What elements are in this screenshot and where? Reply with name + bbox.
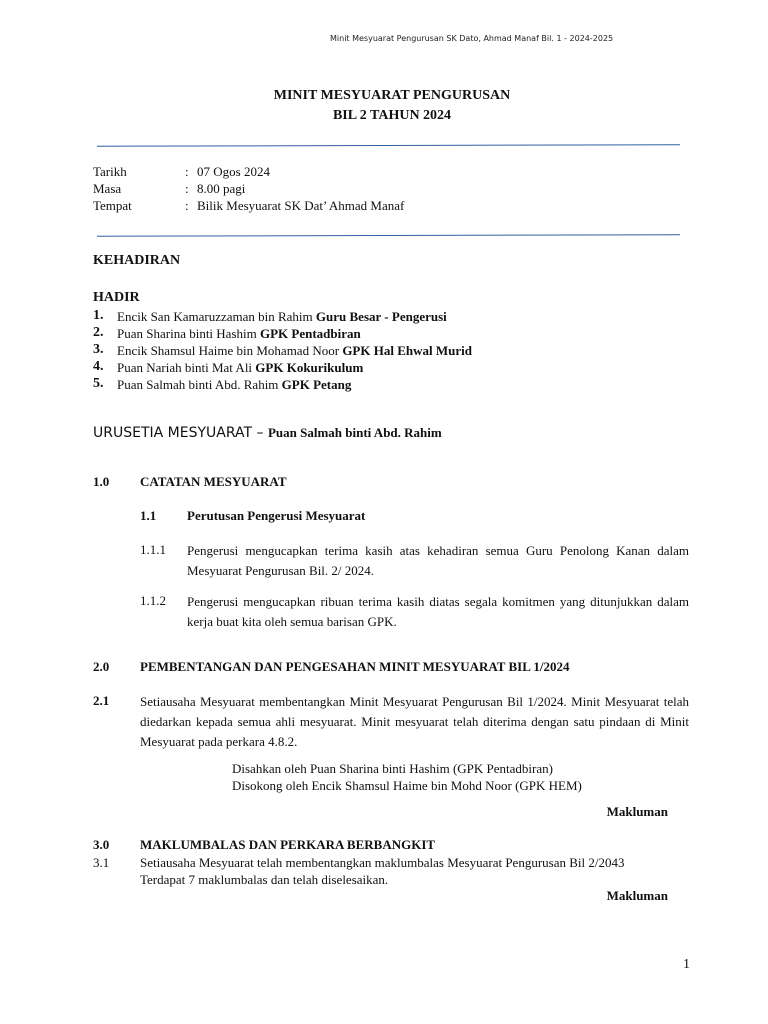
subsection-number: 1.1 (140, 508, 157, 523)
attendee-number: 1. (93, 308, 104, 323)
meta-colon: : (185, 198, 189, 213)
subsection-title: Perutusan Pengerusi Mesyuarat (187, 508, 366, 523)
item-text: Pengerusi mengucapkan ribuan terima kasih diatas segala komitmen yang ditunjukkan dalam kerja buat kita oleh semua barisan GPK. (187, 594, 689, 629)
list-item (117, 377, 351, 393)
section-number: 3.0 (93, 837, 110, 852)
running-header: Minit Mesyuarat Pengurusan SK Dato, Ahmad Manaf Bil. 1 - 2024-2025 (330, 34, 614, 43)
meta-label-time: Masa (93, 181, 122, 196)
item-number: 2.1 (93, 693, 110, 708)
document-title: MINIT MESYUARAT PENGURUSAN (273, 88, 511, 103)
secretariat-name: Puan Salmah binti Abd. Rahim (267, 425, 442, 440)
attendee-name: Puan Sharina binti Hashim (117, 326, 257, 341)
attendee-number: 4. (93, 359, 104, 374)
section-number: 1.0 (93, 474, 110, 489)
attendee-role: GPK Hal Ehwal Murid (342, 343, 472, 358)
meta-colon: : (185, 181, 189, 196)
secretariat-line (93, 425, 442, 441)
seconded-line: Disokong oleh Encik Shamsul Haime bin Mohd Noor (GPK HEM) (232, 778, 582, 793)
attendee-role: GPK Pentadbiran (260, 326, 361, 341)
list-item (117, 343, 472, 359)
attendee-role: GPK Kokurikulum (255, 360, 364, 375)
attendee-role: Guru Besar - Pengerusi (315, 309, 447, 324)
meta-value-place: Bilik Mesyuarat SK Dat’ Ahmad Manaf (197, 198, 405, 213)
list-item (117, 360, 363, 376)
item-number: 3.1 (93, 855, 110, 870)
secretariat-label: URUSETIA MESYUARAT – (93, 425, 268, 441)
meta-label-place: Tempat (93, 198, 132, 213)
section-title: PEMBENTANGAN DAN PENGESAHAN MINIT MESYUARAT BIL 1/2024 (140, 659, 570, 674)
status-tag: Makluman (606, 888, 668, 903)
meta-colon: : (185, 164, 189, 179)
status-tag: Makluman (606, 804, 668, 819)
divider-bottom (97, 234, 680, 237)
document-subtitle: BIL 2 TAHUN 2024 (332, 108, 452, 123)
meta-label-date: Tarikh (93, 164, 127, 179)
item-text: Pengerusi mengucapkan terima kasih atas kehadiran semua Guru Penolong Kanan dalam Mesyuarat Pengurusan Bil. 2/ 2024. (187, 543, 689, 578)
item-number: 1.1.2 (140, 593, 166, 608)
item-text: Setiausaha Mesyuarat membentangkan Minit Mesyuarat Pengurusan Bil 1/2024. Minit Mesyuarat telah diedarkan kepada semua ahli mesyuarat. Minit mesyuarat telah diterima dengan satu pindaan di Minit Mesyuarat pada perkara 4.8.2. (140, 694, 689, 749)
attendee-name: Puan Salmah binti Abd. Rahim (117, 377, 279, 392)
attendee-name: Encik San Kamaruzzaman bin Rahim (117, 309, 313, 324)
attendee-number: 2. (93, 325, 104, 340)
approval-line: Disahkan oleh Puan Sharina binti Hashim (GPK Pentadbiran) (232, 761, 553, 776)
attendee-role: GPK Petang (281, 377, 352, 392)
hadir-heading: HADIR (93, 290, 140, 305)
section-title: MAKLUMBALAS DAN PERKARA BERBANGKIT (140, 837, 436, 852)
kehadiran-heading: KEHADIRAN (93, 253, 181, 268)
item-number: 1.1.1 (140, 542, 166, 557)
meta-value-date: 07 Ogos 2024 (197, 164, 270, 179)
section-title: CATATAN MESYUARAT (140, 474, 287, 489)
meta-value-time: 8.00 pagi (197, 181, 246, 196)
attendee-name: Encik Shamsul Haime bin Mohamad Noor (117, 343, 340, 358)
attendee-number: 5. (93, 376, 104, 391)
list-item (117, 309, 447, 325)
attendee-name: Puan Nariah binti Mat Ali (117, 360, 253, 375)
divider-top (97, 144, 680, 147)
section-number: 2.0 (93, 659, 110, 674)
item-text: Setiausaha Mesyuarat telah membentangkan maklumbalas Mesyuarat Pengurusan Bil 2/2043 (140, 855, 625, 870)
list-item (117, 326, 361, 342)
item-text: Terdapat 7 maklumbalas dan telah diselesaikan. (140, 872, 389, 887)
page-number: 1 (683, 957, 690, 972)
attendee-number: 3. (93, 342, 104, 357)
